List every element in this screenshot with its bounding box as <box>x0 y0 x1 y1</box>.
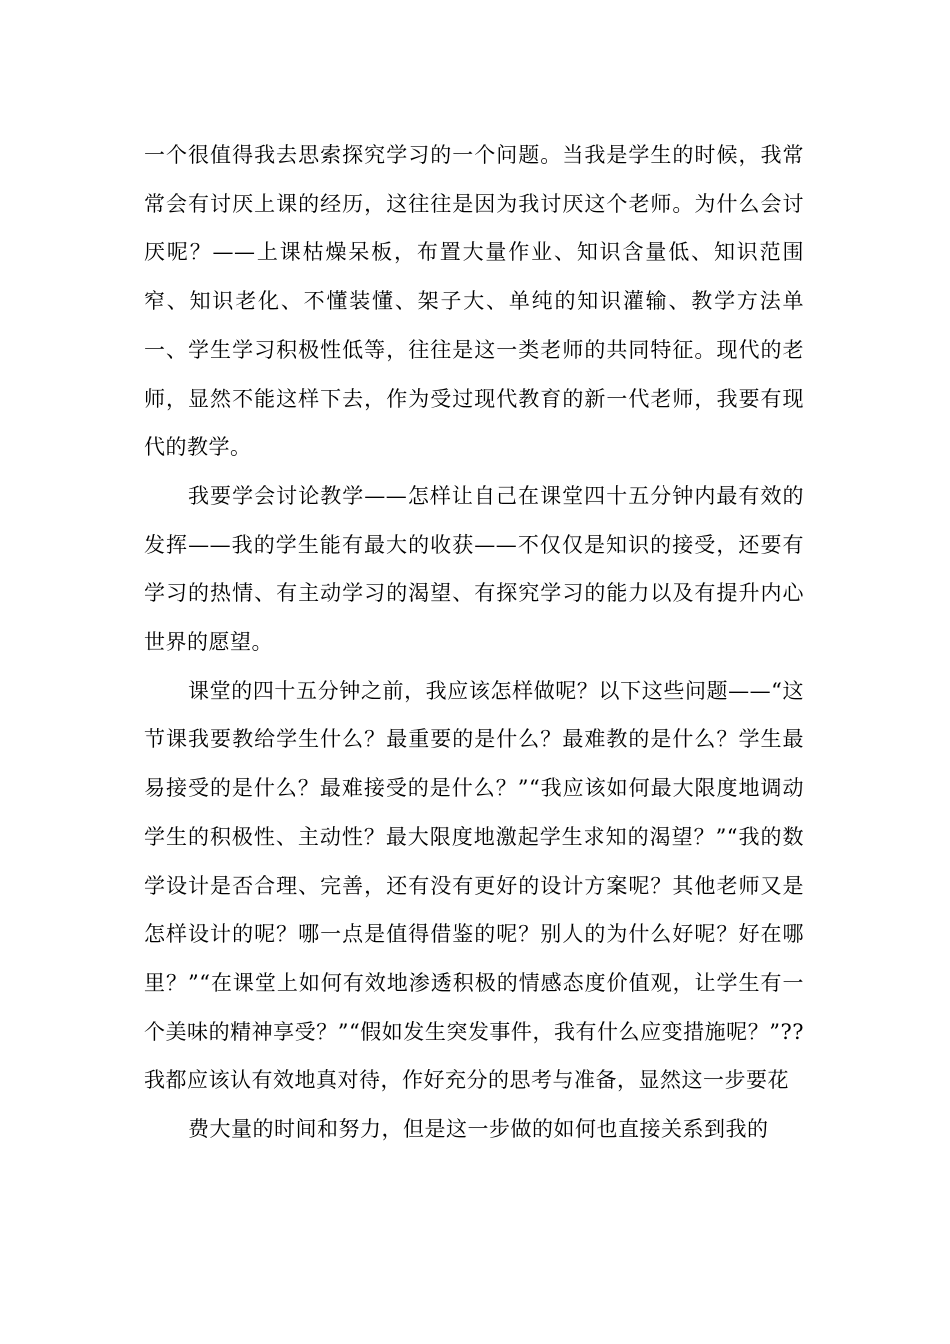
paragraph-3: 课堂的四十五分钟之前，我应该怎样做呢？以下这些问题——“这节课我要教给学生什么？最重要的是什么？最难教的是什么？学生最易接受的是什么？最难接受的是什么？”“我应该如何最大限度地调动学生的积极性、主动性？最大限度地激起学生求知的渴望？”“我的数学设计是否合理、完善，还有没有更好的设计方案呢？其他老师又是怎样设计的呢？哪一点是值得借鉴的呢？别人的为什么好呢？好在哪里？”“在课堂上如何有效地渗透积极的情感态度价值观，让学生有一个美味的精神享受？”“假如发生突发事件，我有什么应变措施呢？”??我都应该认有效地真对待，作好充分的思考与准备，显然这一步要花 <box>144 678 804 1093</box>
document-body <box>144 131 804 1154</box>
paragraph-2: 我要学会讨论教学——怎样让自己在课堂四十五分钟内最有效的发挥——我的学生能有最大的收获——不仅仅是知识的接受，还要有学习的热情、有主动学习的渴望、有探究学习的能力以及有提升内心世界的愿望。 <box>144 483 804 655</box>
paragraph-1: 一个很值得我去思索探究学习的一个问题。当我是学生的时候，我常常会有讨厌上课的经历，这往往是因为我讨厌这个老师。为什么会讨厌呢？——上课枯燥呆板，布置大量作业、知识含量低、知识范围窄、知识老化、不懂装懂、架子大、单纯的知识灌输、教学方法单一、学生学习积极性低等，往往是这一类老师的共同特征。现代的老师，显然不能这样下去，作为受过现代教育的新一代老师，我要有现代的教学。 <box>144 143 804 460</box>
paragraph-4: 费大量的时间和努力，但是这一步做的如何也直接关系到我的 <box>188 1117 769 1142</box>
